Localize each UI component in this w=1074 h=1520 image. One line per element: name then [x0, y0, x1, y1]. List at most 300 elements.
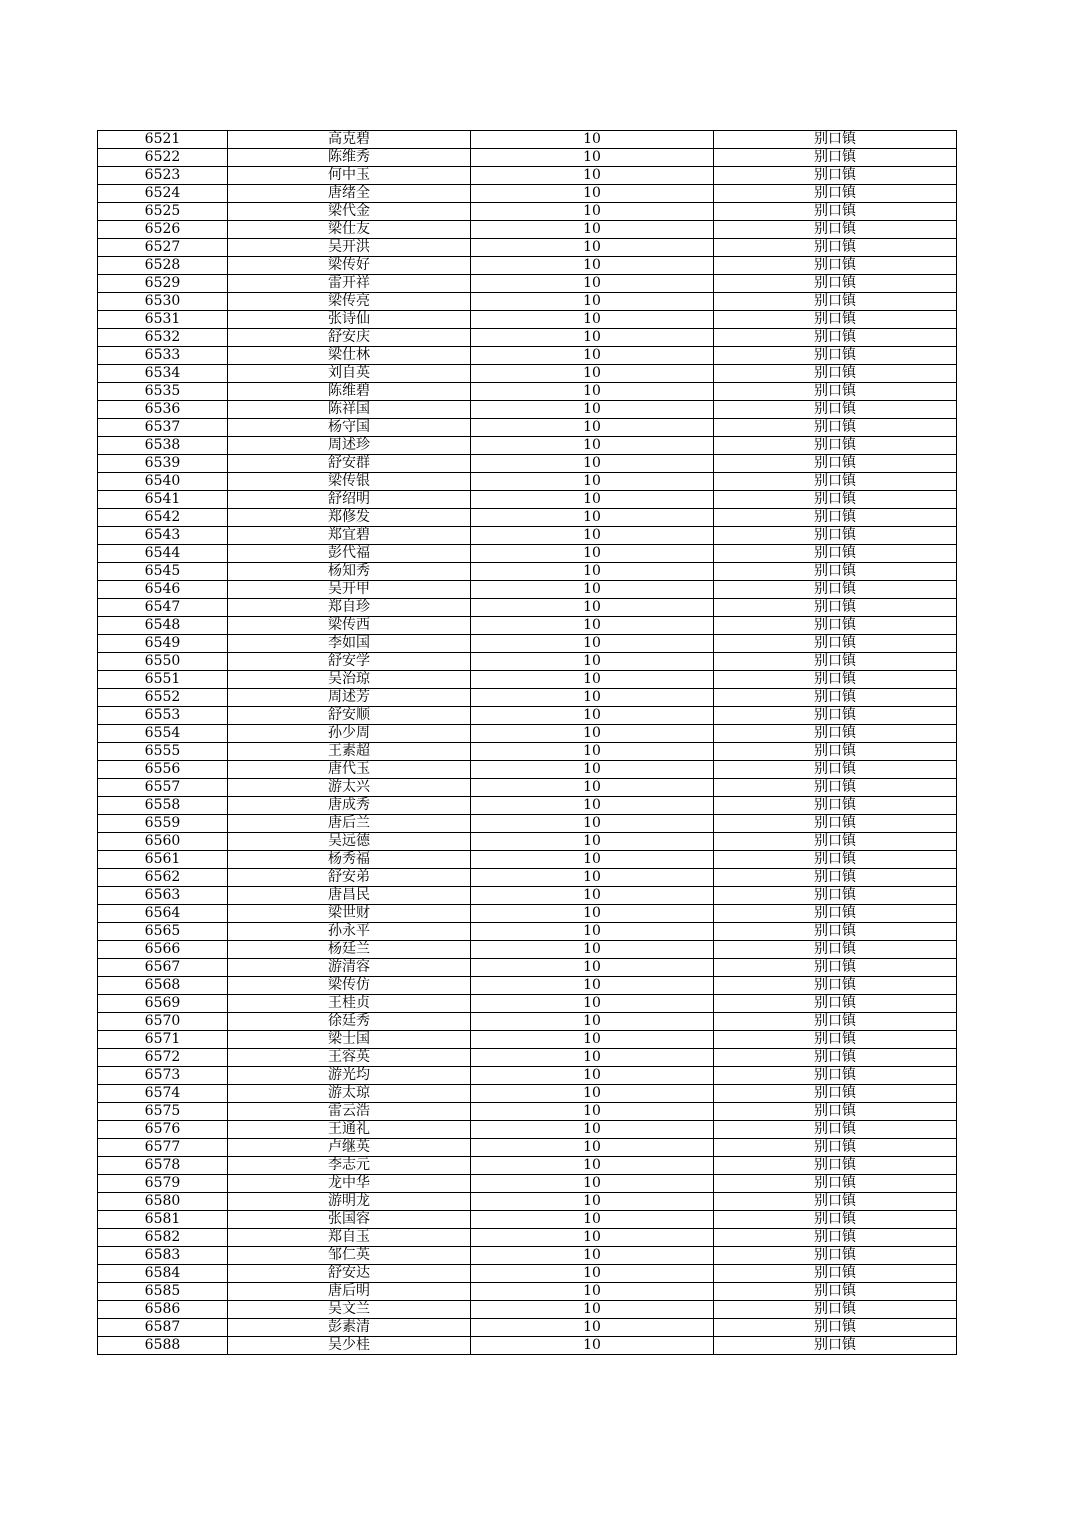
table-row	[98, 1211, 957, 1229]
name-cell: 吴开甲	[228, 581, 471, 599]
row-number-cell: 6541	[98, 491, 228, 509]
amount-cell: 10	[471, 563, 714, 581]
amount-cell: 10	[471, 203, 714, 221]
amount-cell: 10	[471, 959, 714, 977]
table-row	[98, 1013, 957, 1031]
row-number-cell: 6539	[98, 455, 228, 473]
row-number-cell: 6571	[98, 1031, 228, 1049]
row-number-cell: 6578	[98, 1157, 228, 1175]
town-cell: 别口镇	[714, 1229, 957, 1247]
town-cell: 别口镇	[714, 1247, 957, 1265]
name-cell: 彭代福	[228, 545, 471, 563]
table-row	[98, 689, 957, 707]
name-cell: 梁世财	[228, 905, 471, 923]
town-cell: 别口镇	[714, 293, 957, 311]
row-number-cell: 6559	[98, 815, 228, 833]
row-number-cell: 6588	[98, 1337, 228, 1355]
town-cell: 别口镇	[714, 887, 957, 905]
table-body	[98, 131, 957, 1355]
row-number-cell: 6521	[98, 131, 228, 149]
table-row	[98, 239, 957, 257]
row-number-cell: 6543	[98, 527, 228, 545]
name-cell: 高克碧	[228, 131, 471, 149]
town-cell: 别口镇	[714, 635, 957, 653]
row-number-cell: 6585	[98, 1283, 228, 1301]
table-row	[98, 473, 957, 491]
table-row	[98, 1103, 957, 1121]
amount-cell: 10	[471, 221, 714, 239]
town-cell: 别口镇	[714, 941, 957, 959]
amount-cell: 10	[471, 1067, 714, 1085]
row-number-cell: 6557	[98, 779, 228, 797]
amount-cell: 10	[471, 833, 714, 851]
amount-cell: 10	[471, 131, 714, 149]
table-row	[98, 185, 957, 203]
amount-cell: 10	[471, 581, 714, 599]
town-cell: 别口镇	[714, 833, 957, 851]
table-row	[98, 545, 957, 563]
table-row	[98, 203, 957, 221]
town-cell: 别口镇	[714, 1265, 957, 1283]
town-cell: 别口镇	[714, 401, 957, 419]
town-cell: 别口镇	[714, 131, 957, 149]
amount-cell: 10	[471, 797, 714, 815]
name-cell: 梁仕林	[228, 347, 471, 365]
row-number-cell: 6567	[98, 959, 228, 977]
town-cell: 别口镇	[714, 563, 957, 581]
table-row	[98, 617, 957, 635]
amount-cell: 10	[471, 599, 714, 617]
town-cell: 别口镇	[714, 203, 957, 221]
row-number-cell: 6550	[98, 653, 228, 671]
name-cell: 雷开祥	[228, 275, 471, 293]
town-cell: 别口镇	[714, 599, 957, 617]
table-row	[98, 779, 957, 797]
table-row	[98, 491, 957, 509]
amount-cell: 10	[471, 1301, 714, 1319]
row-number-cell: 6555	[98, 743, 228, 761]
town-cell: 别口镇	[714, 509, 957, 527]
amount-cell: 10	[471, 869, 714, 887]
amount-cell: 10	[471, 401, 714, 419]
name-cell: 吴开洪	[228, 239, 471, 257]
amount-cell: 10	[471, 527, 714, 545]
town-cell: 别口镇	[714, 1193, 957, 1211]
amount-cell: 10	[471, 293, 714, 311]
amount-cell: 10	[471, 1193, 714, 1211]
amount-cell: 10	[471, 779, 714, 797]
town-cell: 别口镇	[714, 761, 957, 779]
town-cell: 别口镇	[714, 1103, 957, 1121]
row-number-cell: 6576	[98, 1121, 228, 1139]
amount-cell: 10	[471, 707, 714, 725]
town-cell: 别口镇	[714, 797, 957, 815]
amount-cell: 10	[471, 275, 714, 293]
town-cell: 别口镇	[714, 779, 957, 797]
amount-cell: 10	[471, 383, 714, 401]
table-row	[98, 707, 957, 725]
town-cell: 别口镇	[714, 1337, 957, 1355]
table-row	[98, 383, 957, 401]
town-cell: 别口镇	[714, 1139, 957, 1157]
amount-cell: 10	[471, 725, 714, 743]
town-cell: 别口镇	[714, 545, 957, 563]
amount-cell: 10	[471, 1319, 714, 1337]
town-cell: 别口镇	[714, 743, 957, 761]
row-number-cell: 6542	[98, 509, 228, 527]
table-row	[98, 437, 957, 455]
amount-cell: 10	[471, 257, 714, 275]
name-cell: 王容英	[228, 1049, 471, 1067]
table-row	[98, 329, 957, 347]
row-number-cell: 6549	[98, 635, 228, 653]
table-row	[98, 581, 957, 599]
data-table	[97, 130, 957, 1355]
row-number-cell: 6526	[98, 221, 228, 239]
row-number-cell: 6540	[98, 473, 228, 491]
amount-cell: 10	[471, 239, 714, 257]
row-number-cell: 6564	[98, 905, 228, 923]
table-row	[98, 1175, 957, 1193]
amount-cell: 10	[471, 743, 714, 761]
amount-cell: 10	[471, 671, 714, 689]
town-cell: 别口镇	[714, 167, 957, 185]
town-cell: 别口镇	[714, 1301, 957, 1319]
amount-cell: 10	[471, 455, 714, 473]
amount-cell: 10	[471, 167, 714, 185]
town-cell: 别口镇	[714, 851, 957, 869]
name-cell: 舒安群	[228, 455, 471, 473]
amount-cell: 10	[471, 509, 714, 527]
table-row	[98, 167, 957, 185]
amount-cell: 10	[471, 1085, 714, 1103]
name-cell: 何中玉	[228, 167, 471, 185]
name-cell: 徐廷秀	[228, 1013, 471, 1031]
name-cell: 游光均	[228, 1067, 471, 1085]
town-cell: 别口镇	[714, 671, 957, 689]
name-cell: 杨廷兰	[228, 941, 471, 959]
amount-cell: 10	[471, 473, 714, 491]
row-number-cell: 6570	[98, 1013, 228, 1031]
row-number-cell: 6522	[98, 149, 228, 167]
amount-cell: 10	[471, 1247, 714, 1265]
amount-cell: 10	[471, 347, 714, 365]
name-cell: 梁传亮	[228, 293, 471, 311]
name-cell: 陈祥国	[228, 401, 471, 419]
table-row	[98, 419, 957, 437]
row-number-cell: 6580	[98, 1193, 228, 1211]
amount-cell: 10	[471, 923, 714, 941]
name-cell: 舒安学	[228, 653, 471, 671]
town-cell: 别口镇	[714, 1211, 957, 1229]
name-cell: 游太兴	[228, 779, 471, 797]
amount-cell: 10	[471, 1031, 714, 1049]
table-row	[98, 761, 957, 779]
table-row	[98, 1085, 957, 1103]
amount-cell: 10	[471, 617, 714, 635]
name-cell: 游明龙	[228, 1193, 471, 1211]
name-cell: 刘自英	[228, 365, 471, 383]
name-cell: 梁代金	[228, 203, 471, 221]
amount-cell: 10	[471, 419, 714, 437]
amount-cell: 10	[471, 815, 714, 833]
amount-cell: 10	[471, 1337, 714, 1355]
name-cell: 梁仕友	[228, 221, 471, 239]
name-cell: 唐昌民	[228, 887, 471, 905]
row-number-cell: 6565	[98, 923, 228, 941]
name-cell: 唐成秀	[228, 797, 471, 815]
town-cell: 别口镇	[714, 1013, 957, 1031]
amount-cell: 10	[471, 941, 714, 959]
town-cell: 别口镇	[714, 905, 957, 923]
name-cell: 舒安顺	[228, 707, 471, 725]
name-cell: 舒安弟	[228, 869, 471, 887]
row-number-cell: 6529	[98, 275, 228, 293]
name-cell: 陈维秀	[228, 149, 471, 167]
town-cell: 别口镇	[714, 689, 957, 707]
amount-cell: 10	[471, 365, 714, 383]
town-cell: 别口镇	[714, 995, 957, 1013]
row-number-cell: 6546	[98, 581, 228, 599]
row-number-cell: 6561	[98, 851, 228, 869]
name-cell: 杨守国	[228, 419, 471, 437]
town-cell: 别口镇	[714, 653, 957, 671]
town-cell: 别口镇	[714, 365, 957, 383]
amount-cell: 10	[471, 1211, 714, 1229]
row-number-cell: 6575	[98, 1103, 228, 1121]
table-row	[98, 1247, 957, 1265]
table-row	[98, 869, 957, 887]
row-number-cell: 6563	[98, 887, 228, 905]
table-row	[98, 311, 957, 329]
name-cell: 游太琼	[228, 1085, 471, 1103]
town-cell: 别口镇	[714, 815, 957, 833]
name-cell: 舒安达	[228, 1265, 471, 1283]
amount-cell: 10	[471, 545, 714, 563]
town-cell: 别口镇	[714, 1319, 957, 1337]
table-row	[98, 1121, 957, 1139]
town-cell: 别口镇	[714, 923, 957, 941]
amount-cell: 10	[471, 1139, 714, 1157]
table-row	[98, 131, 957, 149]
amount-cell: 10	[471, 1049, 714, 1067]
amount-cell: 10	[471, 1265, 714, 1283]
town-cell: 别口镇	[714, 329, 957, 347]
row-number-cell: 6548	[98, 617, 228, 635]
table-row	[98, 671, 957, 689]
row-number-cell: 6552	[98, 689, 228, 707]
row-number-cell: 6558	[98, 797, 228, 815]
amount-cell: 10	[471, 995, 714, 1013]
amount-cell: 10	[471, 149, 714, 167]
town-cell: 别口镇	[714, 221, 957, 239]
table-row	[98, 1265, 957, 1283]
table-row	[98, 1067, 957, 1085]
row-number-cell: 6532	[98, 329, 228, 347]
table-row	[98, 959, 957, 977]
table-row	[98, 1229, 957, 1247]
amount-cell: 10	[471, 311, 714, 329]
name-cell: 彭素清	[228, 1319, 471, 1337]
table-row	[98, 833, 957, 851]
table-row	[98, 1319, 957, 1337]
table-row	[98, 725, 957, 743]
name-cell: 梁传好	[228, 257, 471, 275]
amount-cell: 10	[471, 1283, 714, 1301]
name-cell: 邹仁英	[228, 1247, 471, 1265]
town-cell: 别口镇	[714, 581, 957, 599]
name-cell: 郑自玉	[228, 1229, 471, 1247]
amount-cell: 10	[471, 1103, 714, 1121]
amount-cell: 10	[471, 653, 714, 671]
town-cell: 别口镇	[714, 617, 957, 635]
table-row	[98, 851, 957, 869]
town-cell: 别口镇	[714, 383, 957, 401]
town-cell: 别口镇	[714, 869, 957, 887]
row-number-cell: 6545	[98, 563, 228, 581]
table-row	[98, 221, 957, 239]
name-cell: 梁传仿	[228, 977, 471, 995]
name-cell: 梁士国	[228, 1031, 471, 1049]
row-number-cell: 6533	[98, 347, 228, 365]
town-cell: 别口镇	[714, 455, 957, 473]
row-number-cell: 6528	[98, 257, 228, 275]
name-cell: 唐后兰	[228, 815, 471, 833]
table-row	[98, 563, 957, 581]
amount-cell: 10	[471, 761, 714, 779]
row-number-cell: 6586	[98, 1301, 228, 1319]
row-number-cell: 6530	[98, 293, 228, 311]
table-row	[98, 635, 957, 653]
town-cell: 别口镇	[714, 491, 957, 509]
name-cell: 吴远德	[228, 833, 471, 851]
name-cell: 张国容	[228, 1211, 471, 1229]
row-number-cell: 6587	[98, 1319, 228, 1337]
name-cell: 孙少周	[228, 725, 471, 743]
amount-cell: 10	[471, 977, 714, 995]
name-cell: 舒安庆	[228, 329, 471, 347]
name-cell: 杨秀福	[228, 851, 471, 869]
name-cell: 吴治琼	[228, 671, 471, 689]
row-number-cell: 6553	[98, 707, 228, 725]
amount-cell: 10	[471, 887, 714, 905]
name-cell: 游清容	[228, 959, 471, 977]
amount-cell: 10	[471, 1229, 714, 1247]
town-cell: 别口镇	[714, 239, 957, 257]
row-number-cell: 6534	[98, 365, 228, 383]
name-cell: 孙永平	[228, 923, 471, 941]
row-number-cell: 6560	[98, 833, 228, 851]
table-row	[98, 743, 957, 761]
amount-cell: 10	[471, 905, 714, 923]
name-cell: 梁传西	[228, 617, 471, 635]
table-row	[98, 1139, 957, 1157]
town-cell: 别口镇	[714, 1067, 957, 1085]
town-cell: 别口镇	[714, 419, 957, 437]
row-number-cell: 6524	[98, 185, 228, 203]
table-row	[98, 797, 957, 815]
name-cell: 梁传银	[228, 473, 471, 491]
table-row	[98, 527, 957, 545]
table-row	[98, 1031, 957, 1049]
name-cell: 杨知秀	[228, 563, 471, 581]
town-cell: 别口镇	[714, 185, 957, 203]
table-row	[98, 923, 957, 941]
table-row	[98, 995, 957, 1013]
amount-cell: 10	[471, 689, 714, 707]
table-row	[98, 275, 957, 293]
table-row	[98, 149, 957, 167]
town-cell: 别口镇	[714, 149, 957, 167]
town-cell: 别口镇	[714, 275, 957, 293]
town-cell: 别口镇	[714, 437, 957, 455]
table-row	[98, 401, 957, 419]
table-row	[98, 905, 957, 923]
table-row	[98, 941, 957, 959]
row-number-cell: 6556	[98, 761, 228, 779]
town-cell: 别口镇	[714, 527, 957, 545]
town-cell: 别口镇	[714, 311, 957, 329]
amount-cell: 10	[471, 1013, 714, 1031]
table-row	[98, 1193, 957, 1211]
row-number-cell: 6577	[98, 1139, 228, 1157]
town-cell: 别口镇	[714, 1031, 957, 1049]
row-number-cell: 6531	[98, 311, 228, 329]
amount-cell: 10	[471, 1175, 714, 1193]
name-cell: 周述珍	[228, 437, 471, 455]
amount-cell: 10	[471, 437, 714, 455]
row-number-cell: 6523	[98, 167, 228, 185]
table-row	[98, 1049, 957, 1067]
name-cell: 李志元	[228, 1157, 471, 1175]
name-cell: 郑修发	[228, 509, 471, 527]
town-cell: 别口镇	[714, 959, 957, 977]
row-number-cell: 6572	[98, 1049, 228, 1067]
amount-cell: 10	[471, 1157, 714, 1175]
town-cell: 别口镇	[714, 1121, 957, 1139]
town-cell: 别口镇	[714, 257, 957, 275]
town-cell: 别口镇	[714, 347, 957, 365]
row-number-cell: 6525	[98, 203, 228, 221]
table-row	[98, 599, 957, 617]
amount-cell: 10	[471, 329, 714, 347]
town-cell: 别口镇	[714, 1049, 957, 1067]
amount-cell: 10	[471, 491, 714, 509]
row-number-cell: 6527	[98, 239, 228, 257]
row-number-cell: 6547	[98, 599, 228, 617]
name-cell: 吴文兰	[228, 1301, 471, 1319]
name-cell: 王通礼	[228, 1121, 471, 1139]
table-row	[98, 887, 957, 905]
town-cell: 别口镇	[714, 1175, 957, 1193]
row-number-cell: 6574	[98, 1085, 228, 1103]
town-cell: 别口镇	[714, 1085, 957, 1103]
town-cell: 别口镇	[714, 977, 957, 995]
table-row	[98, 257, 957, 275]
table-row	[98, 1337, 957, 1355]
name-cell: 唐代玉	[228, 761, 471, 779]
row-number-cell: 6568	[98, 977, 228, 995]
name-cell: 王素超	[228, 743, 471, 761]
table-row	[98, 1301, 957, 1319]
row-number-cell: 6551	[98, 671, 228, 689]
table-row	[98, 1283, 957, 1301]
table-row	[98, 509, 957, 527]
name-cell: 舒绍明	[228, 491, 471, 509]
row-number-cell: 6583	[98, 1247, 228, 1265]
table-row	[98, 815, 957, 833]
row-number-cell: 6582	[98, 1229, 228, 1247]
